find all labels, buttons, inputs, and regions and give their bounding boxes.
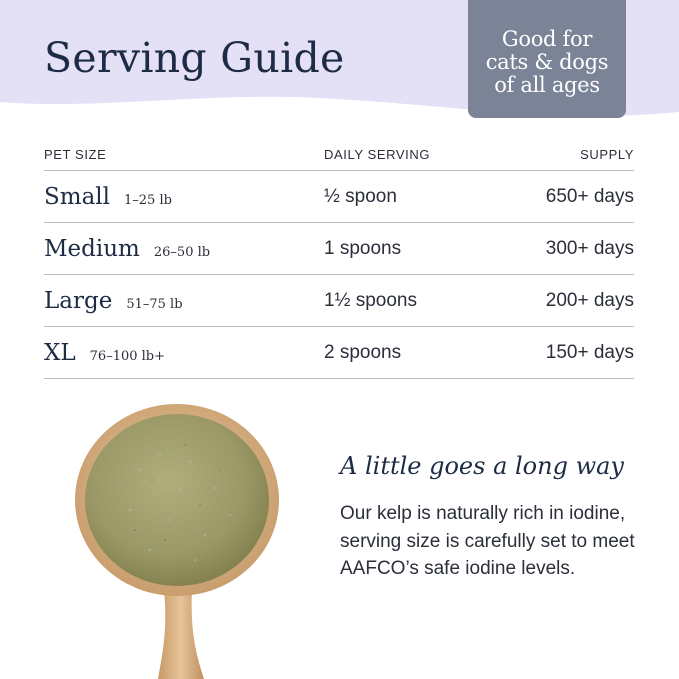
size-name: Medium [44, 235, 140, 262]
wooden-spoon-image [70, 400, 285, 679]
size-range: 1–25 lb [124, 192, 172, 208]
page-title: Serving Guide [44, 34, 345, 82]
age-badge [468, 0, 626, 118]
badge-line: cats & dogs [485, 49, 609, 74]
header-pet-size: PET SIZE [44, 147, 107, 162]
table-header [44, 140, 634, 171]
supply: 650+ days [545, 185, 634, 207]
supply: 150+ days [545, 341, 634, 363]
header-daily-serving: DAILY SERVING [324, 147, 431, 162]
badge-line: of all ages [494, 72, 600, 97]
header-supply: SUPPLY [580, 147, 634, 162]
table-row [44, 171, 634, 223]
size-name: Large [44, 287, 113, 314]
supply: 300+ days [545, 237, 634, 259]
serving-table [44, 140, 634, 379]
daily-serving: 1½ spoons [324, 289, 417, 311]
size-range: 76–100 lb+ [89, 348, 166, 364]
size-range: 51–75 lb [126, 296, 183, 312]
supply: 200+ days [545, 289, 634, 311]
table-row [44, 275, 634, 327]
size-name: Small [44, 183, 110, 210]
description-text: Our kelp is naturally rich in iodine, serving size is carefully set to meet AAFCO’s safe iodine levels. [340, 503, 635, 579]
table-row [44, 223, 634, 275]
daily-serving: ½ spoon [324, 185, 397, 207]
tagline: A little goes a long way [340, 452, 624, 480]
badge-line: Good for [501, 26, 593, 51]
size-range: 26–50 lb [153, 244, 211, 260]
daily-serving: 2 spoons [324, 341, 402, 363]
table-row [44, 327, 634, 379]
size-name: XL [44, 339, 76, 366]
daily-serving: 1 spoons [324, 237, 402, 259]
